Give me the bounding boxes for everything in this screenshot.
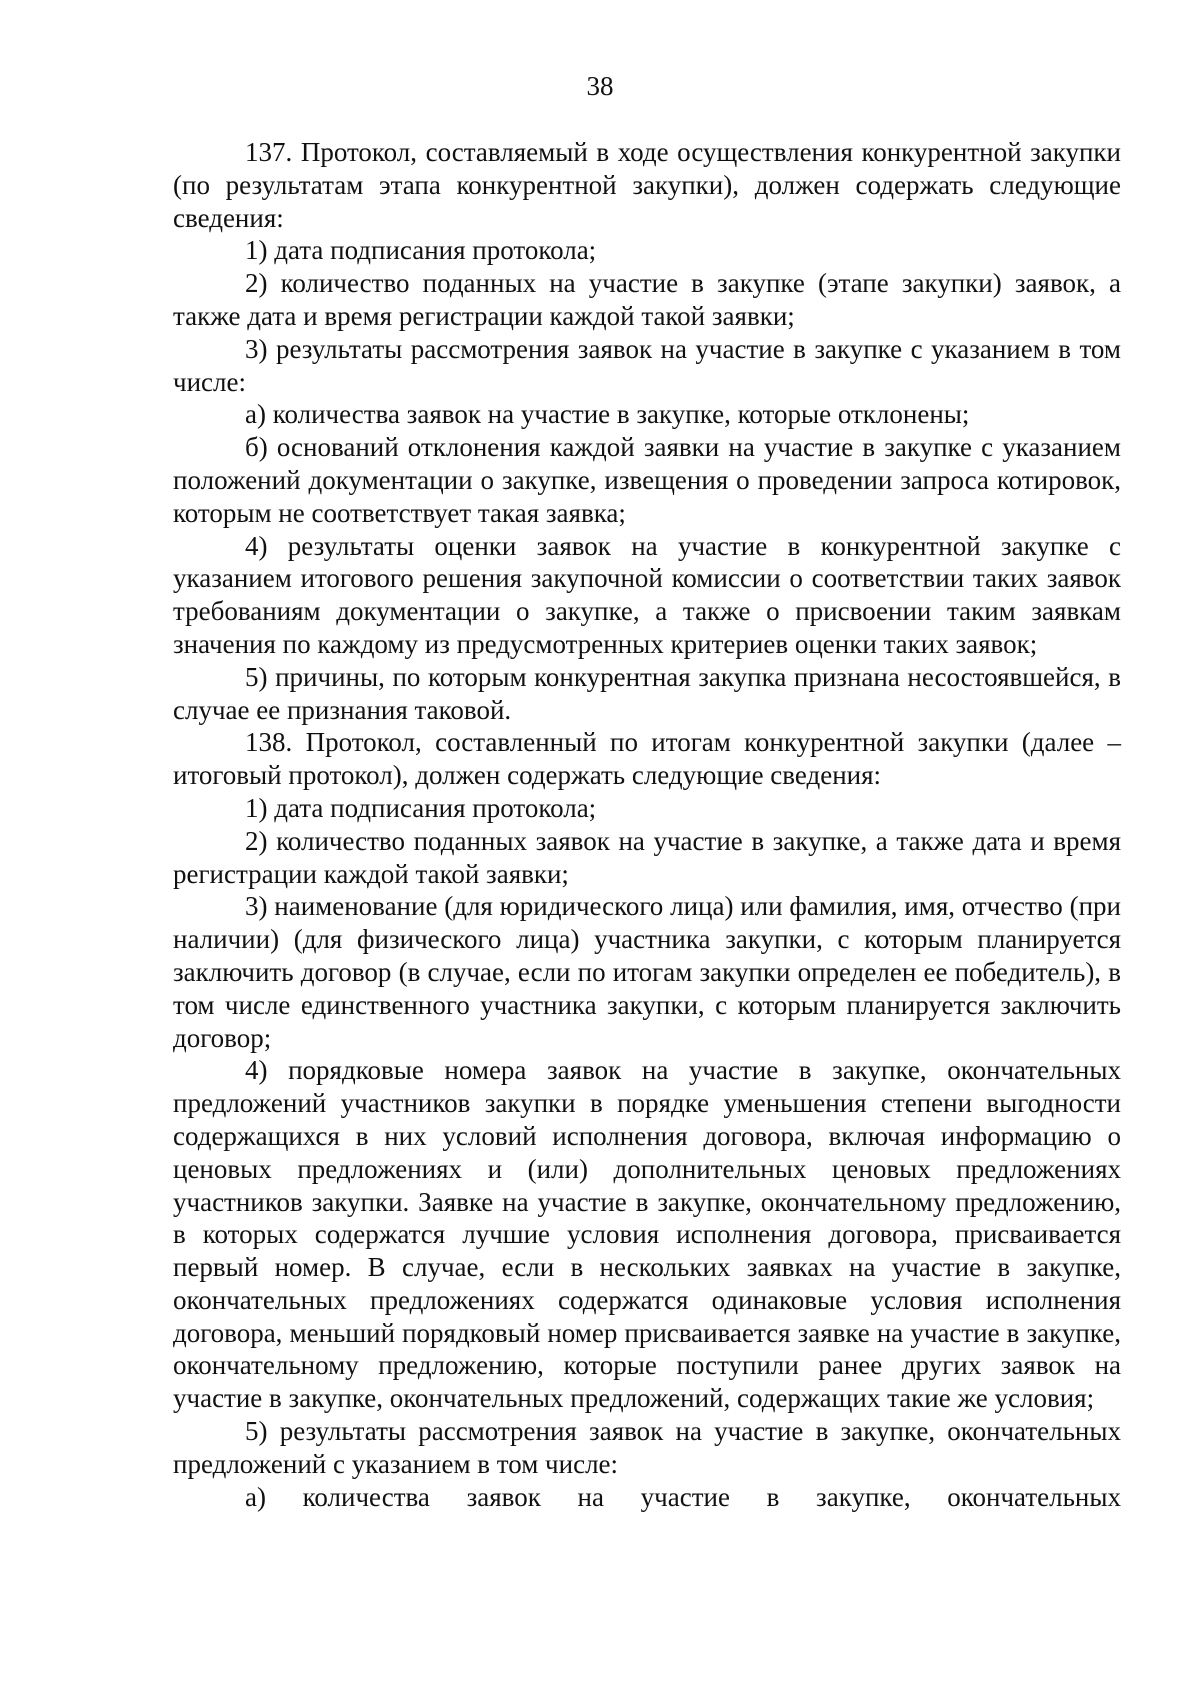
paragraph-137-intro: 137. Протокол, составляемый в ходе осуществления конкурентной закупки (по результатам этапа конкурентной закупки), должен содержать следующие сведения: bbox=[173, 137, 1121, 233]
paragraph-138-item-5a: а) количества заявок на участие в закупке, окончательных bbox=[245, 1481, 1121, 1512]
paragraph-137-item-5: 5) причины, по которым конкурентная закупка признана несостоявшейся, в случае ее признания таковой. bbox=[173, 661, 1121, 725]
paragraph-137-item-2: 2) количество поданных на участие в закупке (этапе закупки) заявок, а также дата и время регистрации каждой такой заявки; bbox=[173, 268, 1121, 331]
paragraph-138-item-1: 1) дата подписания протокола; bbox=[245, 792, 597, 823]
paragraph-137-item-3: 3) результаты рассмотрения заявок на участие в закупке с указанием в том числе: bbox=[173, 333, 1121, 397]
paragraph-138-intro: 138. Протокол, составленный по итогам конкурентной закупки (далее – итоговый протокол), должен содержать следующие сведения: bbox=[173, 727, 1121, 791]
page-number: 38 bbox=[586, 71, 614, 101]
paragraph-137-item-1: 1) дата подписания протокола; bbox=[245, 235, 597, 266]
paragraph-137-item-3b: б) оснований отклонения каждой заявки на участие в закупке с указанием положений документации о закупке, извещения о проведении запроса котировок, которым не соответствует такая заявка; bbox=[173, 432, 1121, 528]
paragraph-138-item-4: 4) порядковые номера заявок на участие в закупке, окончательных предложений участников закупки в порядке уменьшения степени выгодности содержащихся в них условий исполнения договора, включая информацию о ценовых предложениях и (или) дополнительных ценовых предложениях участников закупки. Заявке на участие в закупке, окончательному предложению, в которых содержатся лучшие условия исполнения договора, присваивается первый номер. В случае, если в нескольких заявках на участие в закупке, окончательных предложениях содержатся одинаковые условия исполнения договора, меньший порядковый номер присваивается заявке на участие в закупке, окончательному предложению, которые поступили ранее других заявок на участие в закупке, окончательных предложений, содержащих такие же условия; bbox=[173, 1055, 1121, 1414]
paragraph-137-item-3a: а) количества заявок на участие в закупке, которые отклонены; bbox=[245, 399, 970, 430]
document-body bbox=[173, 136, 1121, 1513]
paragraph-138-item-3: 3) наименование (для юридического лица) или фамилия, имя, отчество (при наличии) (для физического лица) участника закупки, с которым планируется заключить договор (в случае, если по итогам закупки определен ее победитель), в том числе единственного участника закупки, с которым планируется заключить договор; bbox=[173, 891, 1121, 1053]
paragraph-137-item-4: 4) результаты оценки заявок на участие в конкурентной закупке с указанием итогового решения закупочной комиссии о соответствии таких заявок требованиям документации о закупке, а также о присвоении таким заявкам значения по каждому из предусмотренных критериев оценки таких заявок; bbox=[173, 530, 1121, 659]
paragraph-138-item-2: 2) количество поданных заявок на участие в закупке, а также дата и время регистрации каждой такой заявки; bbox=[173, 825, 1121, 889]
paragraph-138-item-5: 5) результаты рассмотрения заявок на участие в закупке, окончательных предложений с указанием в том числе: bbox=[173, 1416, 1121, 1479]
